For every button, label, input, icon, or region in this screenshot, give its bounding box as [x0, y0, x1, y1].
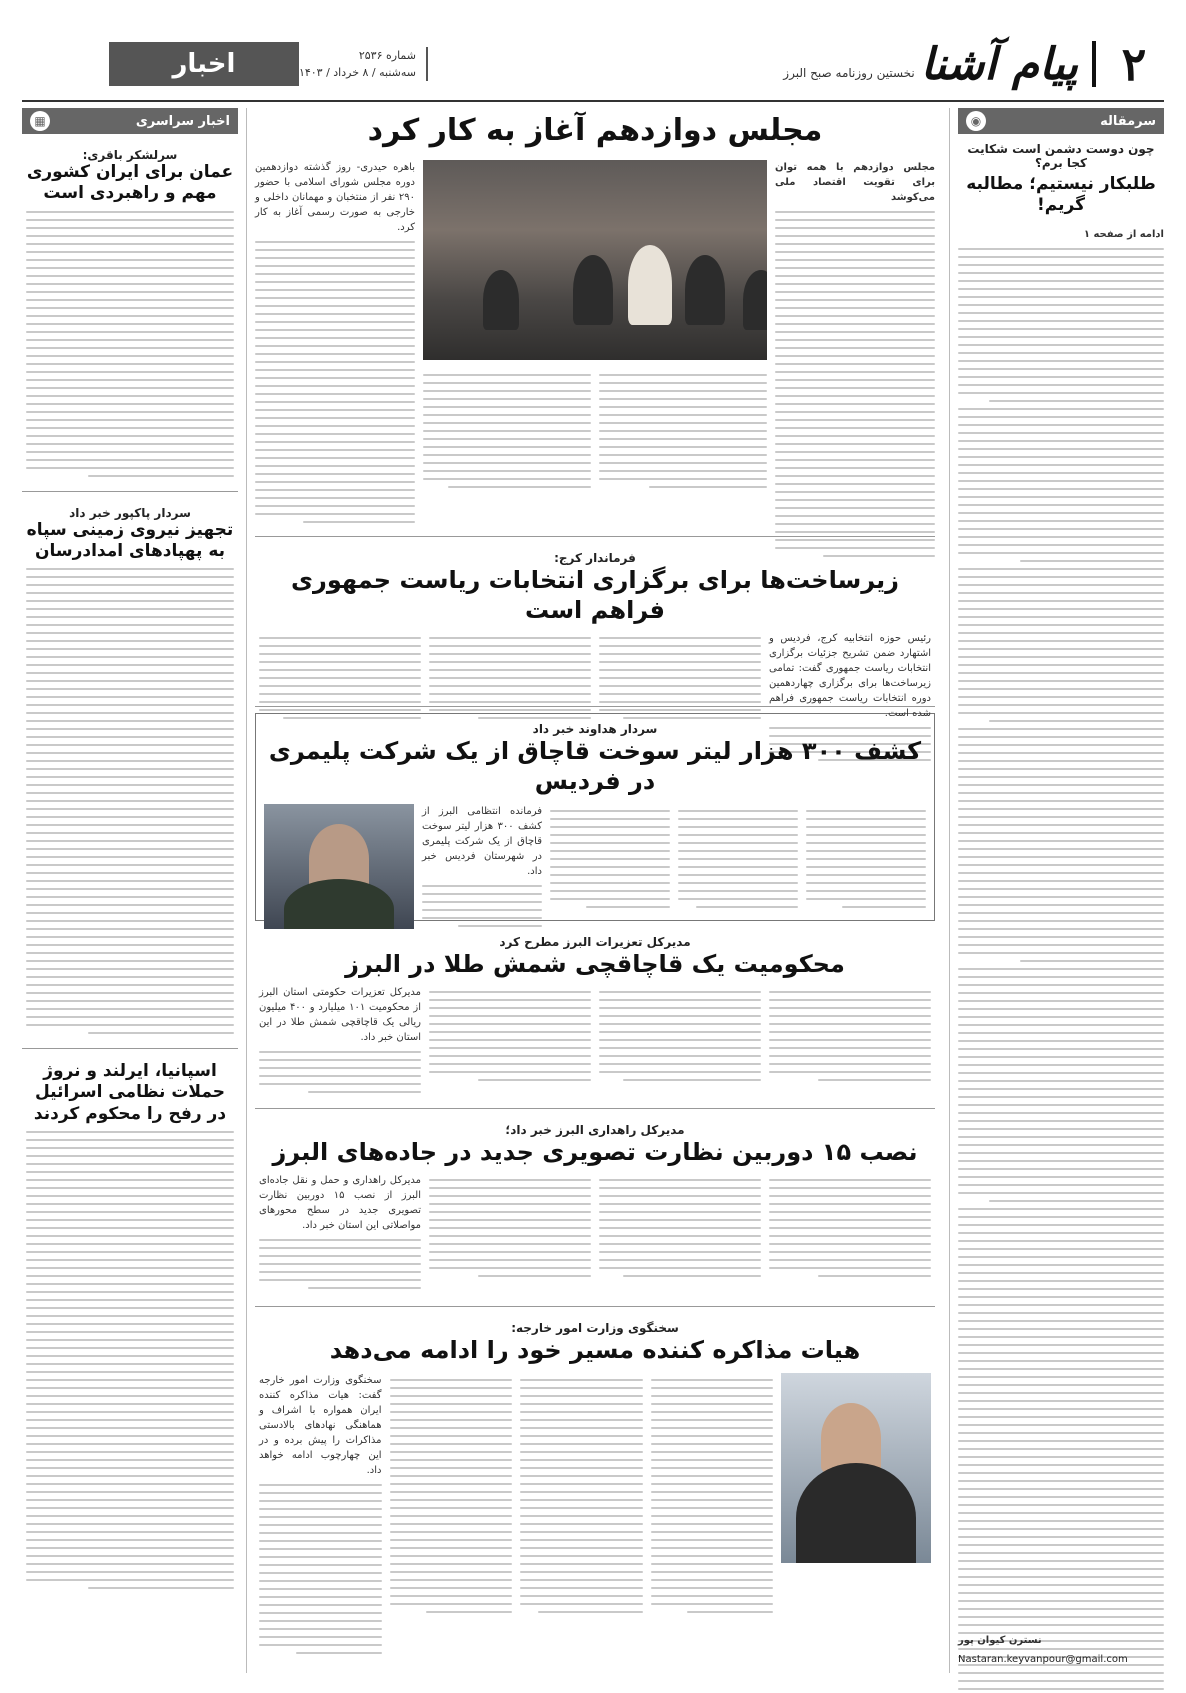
newspaper-tagline: نخستین روزنامه صبح البرز: [783, 66, 915, 80]
editorial-author: [958, 1633, 1164, 1665]
page-number: ۲: [1121, 37, 1147, 91]
calendar-icon: ▦: [30, 111, 50, 131]
masthead: [22, 28, 1164, 98]
section-title: اخبار: [109, 42, 299, 86]
roundup-headline: عمان برای ایران کشوری مهم و راهبردی است: [26, 162, 234, 204]
editorial-box-title: سرمقاله: [1100, 113, 1156, 129]
roundup-headline: تجهیز نیروی زمینی سپاه به پهپادهای امدادرسان: [26, 519, 234, 561]
main-column: [255, 108, 935, 1673]
fuel-kicker: سردار هداوند خبر داد: [532, 722, 658, 736]
foreign-headline: هیات مذاکره کننده مسیر خود را ادامه می‌دهد: [329, 1336, 861, 1364]
editorial-body: [958, 248, 1164, 1693]
issue-date: سه‌شنبه / ۸ خرداد / ۱۴۰۳: [298, 66, 416, 79]
lead-story: [255, 112, 935, 537]
brand-block: [704, 36, 1164, 92]
lead-text: باهره حیدری- روز گذشته دوازدهمین دوره مجلس شورای اسلامی با حضور ۲۹۰ نفر از منتخبان و مهمانان داخلی و خارجی به صورت رسمی آغاز به کار کرد.: [255, 161, 415, 233]
lead-headline: مجلس دوازدهم آغاز به کار کرد: [367, 113, 823, 148]
roundup-box-title: اخبار سراسری: [135, 113, 230, 129]
brand-divider: [1092, 41, 1096, 87]
fuel-lead-text: فرمانده انتظامی البرز از کشف ۳۰۰ هزار لیتر سوخت قاچاق از یک شرکت پلیمری در شهرستان فردیس خبر داد.: [422, 806, 542, 877]
roundup-headline: اسپانیا، ایرلند و نروژ حملات نظامی اسرائیل در رفح را محکوم کردند: [33, 1061, 227, 1124]
editorial-header: [958, 108, 1164, 134]
foreign-kicker: سخنگوی وزارت امور خارجه:: [511, 1321, 679, 1335]
cameras-story: [255, 1109, 935, 1307]
foreign-ministry-story: [255, 1307, 935, 1667]
author-email: Nastaran.keyvanpour@gmail.com: [958, 1654, 1128, 1665]
editorial-kicker: چون دوست دشمن است شکایت کجا برم؟: [967, 142, 1155, 170]
cameras-headline: نصب ۱۵ دوربین نظارت تصویری جدید در جاده‌های البرز: [272, 1138, 918, 1166]
editorial-column: [949, 108, 1164, 1673]
masthead-rule: [22, 100, 1164, 102]
issue-info: [299, 47, 428, 81]
foreign-lead-text: سخنگوی وزارت امور خارجه گفت: هیات مذاکره کننده ایران همواره با اشراف و هماهنگی نهادهای بالادستی مذاکرات را پیش برده و در این چهارچوب ادامه خواهد داد.: [259, 1375, 382, 1476]
editorial-continued: ادامه از صفحه ۱: [1083, 228, 1164, 240]
fuel-headline: کشف ۳۰۰ هزار لیتر سوخت قاچاق از یک شرکت پلیمری در فردیس: [268, 737, 922, 795]
news-roundup-column: [22, 108, 247, 1673]
election-kicker: فرماندار کرج:: [554, 551, 636, 565]
newspaper-logo: پیام آشنا: [920, 38, 1078, 90]
roundup-header: [22, 108, 238, 134]
police-commander-photo: [264, 804, 414, 929]
parliament-photo: [423, 160, 767, 360]
fuel-story: [255, 713, 935, 921]
spokesman-photo: [781, 1373, 931, 1563]
election-lead-text: رئیس حوزه انتخابیه کرج، فردیس و اشتهارد ضمن تشریح جزئیات برگزاری انتخابات ریاست جمهوری گفت: تمامی زیرساخت‌ها برای برگزاری چهاردهمین دوره انتخابات ریاست جمهوری فراهم شده است.: [769, 633, 931, 719]
election-story: [255, 537, 935, 719]
roundup-story-2: [22, 492, 238, 1050]
gold-headline: محکومیت یک قاچاقچی شمش طلا در البرز: [345, 950, 845, 978]
editorial-headline: طلبکار نیستیم؛ مطالبه گریم!: [966, 174, 1156, 216]
issue-number: شماره ۲۵۳۶: [358, 49, 416, 62]
gold-story: [255, 921, 935, 1109]
roundup-kicker: سردار پاکپور خبر داد: [69, 505, 191, 520]
author-name: نسترن کیوان پور: [958, 1635, 1042, 1646]
cameras-lead-text: مدیرکل راهداری و حمل و نقل جاده‌ای البرز از نصب ۱۵ دوربین نظارت تصویری جدید در سطح محورهای مواصلاتی این استان خبر داد.: [259, 1175, 421, 1231]
gold-kicker: مدیرکل تعزیرات البرز مطرح کرد: [499, 935, 691, 949]
lead-side-column: [775, 160, 935, 563]
lead-side-headline: مجلس دوازدهم با همه توان برای تقویت اقتصاد ملی می‌کوشد: [775, 161, 935, 203]
cameras-kicker: مدیرکل راهداری البرز خبر داد؛: [505, 1123, 685, 1137]
election-headline: زیرساخت‌ها برای برگزاری انتخابات ریاست جمهوری فراهم است: [291, 566, 899, 624]
lead-body: [255, 160, 415, 563]
roundup-story-1: [22, 134, 238, 492]
roundup-story-3: [22, 1049, 238, 1603]
issue-block: [22, 36, 442, 92]
gold-lead-text: مدیرکل تعزیرات حکومتی استان البرز از محکومیت ۱۰۱ میلیارد و ۴۰۰ میلیون ریالی یک قاچاقچی شمش طلا در این استان خبر داد.: [259, 987, 421, 1043]
roundup-kicker: سرلشکر باقری:: [82, 148, 178, 162]
eye-icon: ◉: [966, 111, 986, 131]
